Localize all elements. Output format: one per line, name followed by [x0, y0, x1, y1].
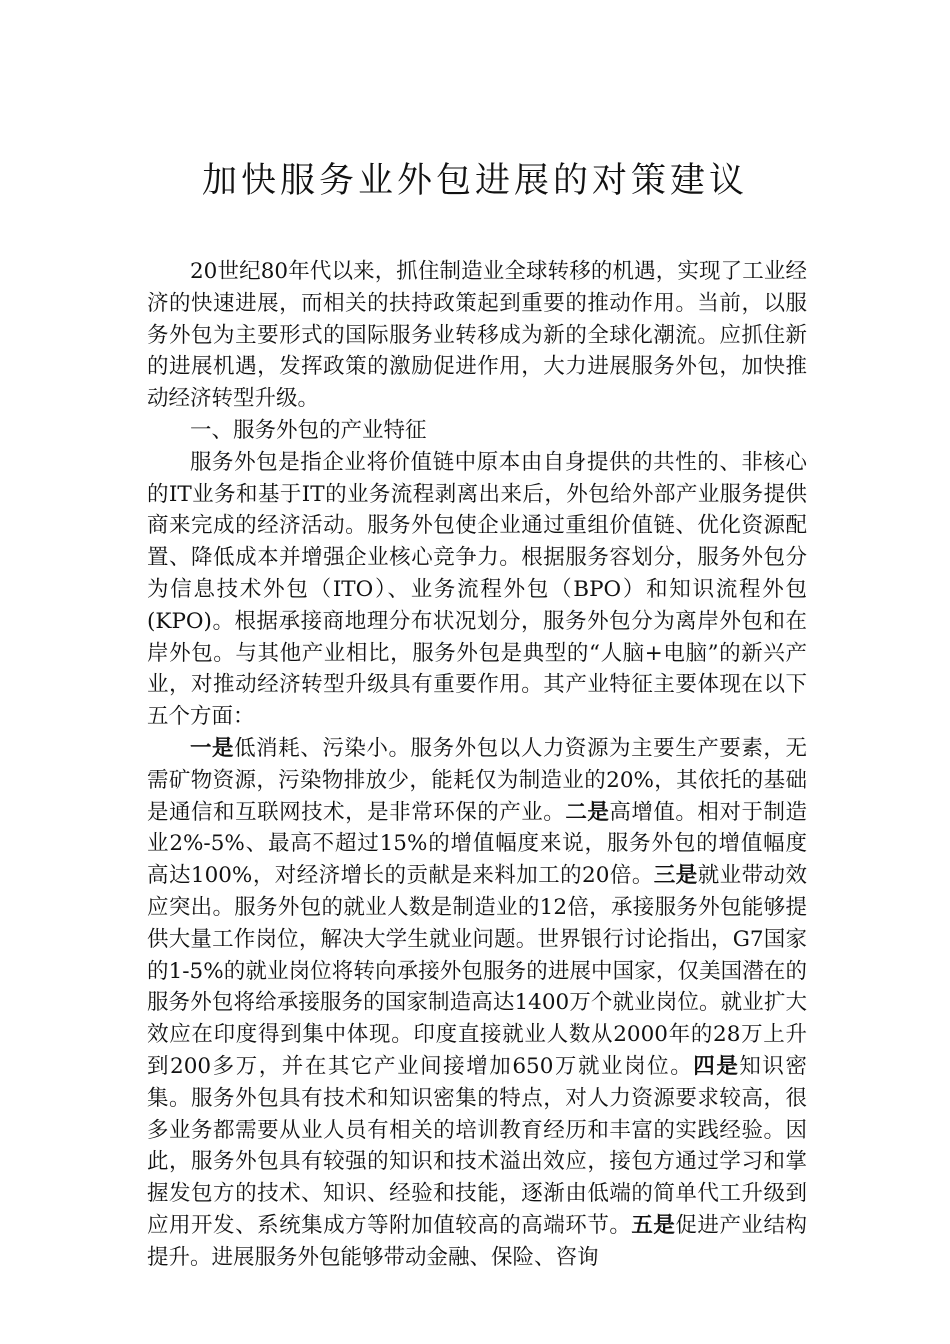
- feature-2-marker: 二是: [565, 799, 610, 825]
- feature-4-marker: 四是: [693, 1053, 740, 1079]
- feature-2-text: 高增值。相对于制造业2%-5%、最高不超过15%的增值幅度来说，服务外包的增值幅度高达100%，对经济增长的贡献是来料加工的20倍。: [147, 799, 807, 889]
- feature-3-marker: 三是: [653, 863, 698, 889]
- feature-5-marker: 五是: [631, 1212, 676, 1238]
- intro-paragraph: 20世纪80年代以来，抓住制造业全球转移的机遇，实现了工业经济的快速进展，而相关的扶持政策起到重要的推动作用。当前，以服务外包为主要形式的国际服务业转移成为新的全球化潮流。应抓住新的进展机遇，发挥政策的激励促进作用，大力进展服务外包，加快推动经济转型升级。: [147, 259, 807, 412]
- document-title: 加快服务业外包进展的对策建议: [201, 161, 748, 201]
- feature-1-text: 低消耗、污染小。服务外包以人力资源为主要生产要素，无需矿物资源，污染物排放少，能耗仅为制造业的20%，其依托的基础是通信和互联网技术，是非常环保的产业。: [147, 735, 807, 825]
- feature-3-text: 就业带动效应突出。服务外包的就业人数是制造业的12倍，承接服务外包能够提供大量工作岗位，解决大学生就业问题。世界银行讨论指出，G7国家的1-5%的就业岗位将转向承接外包服务的进展中国家，仅美国潜在的服务外包将给承接服务的国家制造高达1400万个就业岗位。就业扩大效应在印度得到集中体现。印度直接就业人数从2000年的28万上升到200多万，并在其它产业间接增加650万就业岗位。: [147, 863, 807, 1079]
- document-body: [147, 256, 807, 1274]
- feature-5-text: 促进产业结构提升。进展服务外包能够带动金融、保险、咨询: [147, 1212, 807, 1270]
- definition-paragraph: 服务外包是指企业将价值链中原本由自身提供的共性的、非核心的IT业务和基于IT的业务流程剥离出来后，外包给外部产业服务提供商来完成的经济活动。服务外包使企业通过重组价值链、优化资源配置、降低成本并增强企业核心竞争力。根据服务容划分，服务外包分为信息技术外包（ITO）、业务流程外包（BPO）和知识流程外包(KPO)。根据承接商地理分布状况划分，服务外包分为离岸外包和在岸外包。与其他产业相比，服务外包是典型的“人脑+电脑”的新兴产业，对推动经济转型升级具有重要作用。其产业特征主要体现在以下五个方面：: [147, 449, 807, 730]
- feature-4-text: 知识密集。服务外包具有技术和知识密集的特点，对人力资源要求较高，很多业务都需要从业人员有相关的培训教育经历和丰富的实践经验。因此，服务外包具有较强的知识和技术溢出效应，接包方通过学习和掌握发包方的技术、知识、经验和技能，逐渐由低端的简单代工升级到应用开发、系统集成方等附加值较高的高端环节。: [147, 1053, 807, 1238]
- section-heading: 一、服务外包的产业特征: [190, 417, 427, 443]
- feature-1-marker: 一是: [190, 735, 235, 761]
- features-paragraph: [147, 733, 807, 1274]
